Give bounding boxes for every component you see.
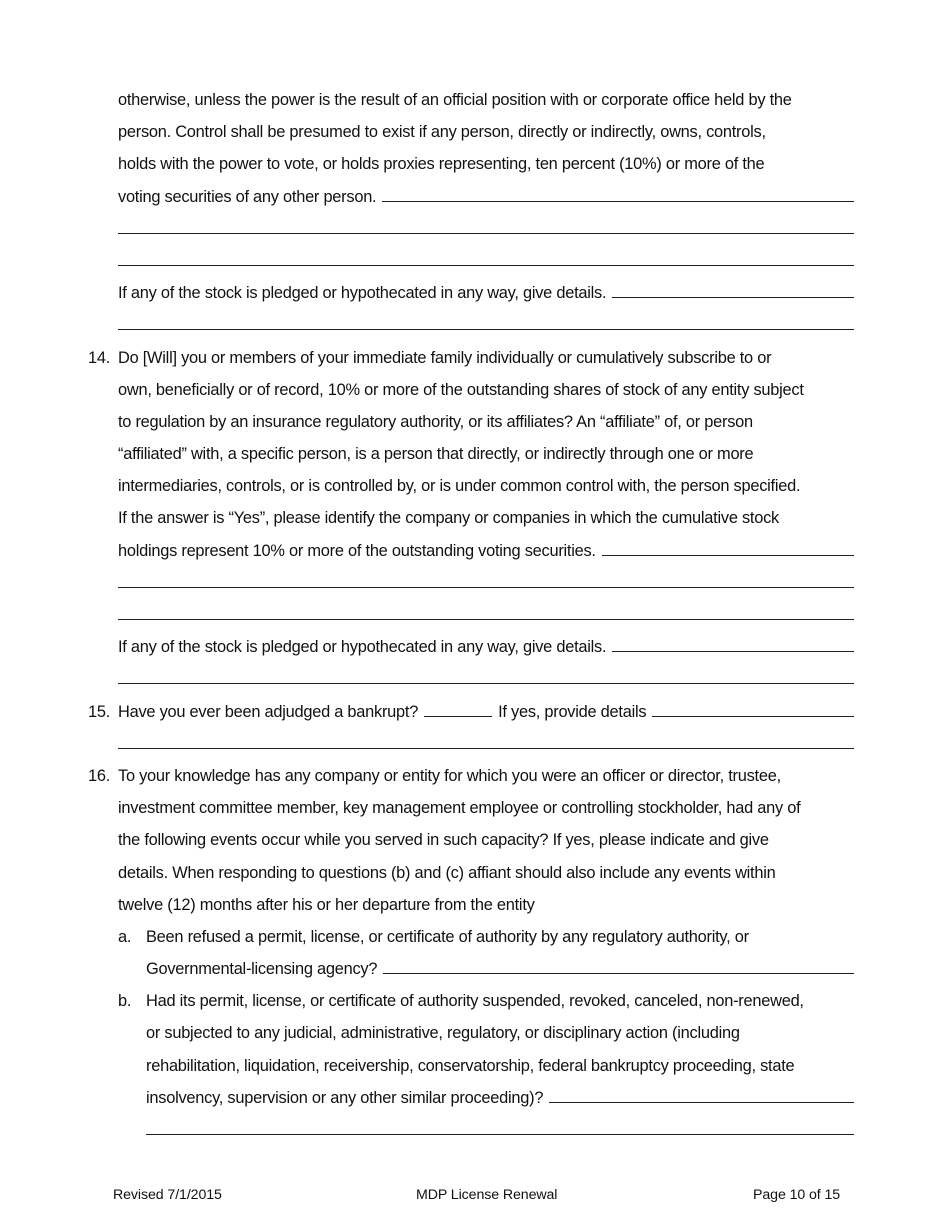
q14-pledged-field-2[interactable]	[118, 663, 854, 684]
text-line: rehabilitation, liquidation, receivership, conservatorship, federal bankruptcy proceeding, state	[146, 1056, 795, 1075]
text-line: person. Control shall be presumed to exist if any person, directly or indirectly, owns, controls,	[118, 123, 766, 142]
text-line: the following events occur while you served in such capacity? If yes, please indicate and give	[118, 831, 769, 850]
q16b-answer-field[interactable]	[549, 1082, 854, 1103]
q14-companies-field-3[interactable]	[118, 599, 854, 620]
text-line: voting securities of any other person.	[0, 181, 950, 213]
q16b-answer-field-2[interactable]	[146, 1114, 854, 1135]
bankrupt-details-field[interactable]	[652, 696, 854, 717]
blank-line	[0, 663, 950, 695]
question-16: 16. To your knowledge has any company or entity for which you were an officer or director, trustee,	[0, 760, 950, 792]
pledged-details-field[interactable]	[612, 277, 854, 298]
question-15: 15. Have you ever been adjudged a bankrupt? If yes, provide details	[0, 696, 950, 728]
blank-line	[0, 728, 950, 760]
sub-question-label: a.	[118, 927, 132, 946]
text-line: otherwise, unless the power is the result of an official position with or corporate office held by the	[118, 91, 792, 109]
question-number: 16.	[88, 766, 111, 785]
q14-companies-field[interactable]	[602, 535, 854, 556]
blank-line	[0, 567, 950, 599]
text-line: insolvency, supervision or any other similar proceeding)?	[0, 1082, 950, 1114]
text-line: to regulation by an insurance regulatory authority, or its affiliates? An “affiliate” of, or person	[118, 412, 753, 431]
text-line: own, beneficially or of record, 10% or more of the outstanding shares of stock of any entity subject	[118, 380, 804, 399]
bankrupt-answer-field[interactable]	[424, 696, 492, 717]
blank-line	[0, 245, 950, 277]
document-title: MDP License Renewal	[416, 1187, 558, 1203]
control-details-field-2[interactable]	[118, 213, 854, 234]
q14-companies-field-2[interactable]	[118, 567, 854, 588]
blank-line	[0, 1114, 950, 1146]
blank-line	[0, 309, 950, 341]
blank-line	[0, 599, 950, 631]
text-line: details. When responding to questions (b) and (c) affiant should also include any events within	[118, 863, 776, 882]
q16a-answer-field[interactable]	[383, 953, 854, 974]
text-line: holds with the power to vote, or holds proxies representing, ten percent (10%) or more of the	[118, 155, 765, 174]
text-line: twelve (12) months after his or her departure from the entity	[118, 895, 535, 914]
page-footer	[0, 1187, 950, 1209]
question-14: 14. Do [Will] you or members of your immediate family individually or cumulatively subscribe to or	[0, 342, 950, 374]
sub-question-a: a. Been refused a permit, license, or certificate of authority by any regulatory authority, or	[0, 921, 950, 953]
sub-question-label: b.	[118, 992, 132, 1011]
text-line: intermediaries, controls, or is controlled by, or is under common control with, the person specified.	[118, 477, 801, 496]
bankrupt-details-field-2[interactable]	[118, 728, 854, 749]
text-line: investment committee member, key management employee or controlling stockholder, had any of	[118, 799, 801, 818]
text-line: If any of the stock is pledged or hypothecated in any way, give details.	[0, 631, 950, 663]
blank-line	[0, 213, 950, 245]
question-number: 14.	[88, 348, 111, 367]
revised-date: Revised 7/1/2015	[113, 1187, 222, 1203]
text-line: If the answer is “Yes”, please identify the company or companies in which the cumulative stock	[118, 509, 779, 528]
sub-question-b: b. Had its permit, license, or certificate of authority suspended, revoked, canceled, non-renewed,	[0, 985, 950, 1017]
form-content	[0, 84, 950, 1146]
text-line: Governmental-licensing agency?	[0, 953, 950, 985]
pledged-details-field-2[interactable]	[118, 309, 854, 330]
question-number: 15.	[88, 702, 111, 721]
text-line: “affiliated” with, a specific person, is a person that directly, or indirectly through one or more	[118, 445, 754, 464]
control-details-field-3[interactable]	[118, 245, 854, 266]
text-line: If any of the stock is pledged or hypothecated in any way, give details.	[0, 277, 950, 309]
control-details-field[interactable]	[382, 181, 854, 202]
q14-pledged-field[interactable]	[612, 631, 854, 652]
text-line: or subjected to any judicial, administrative, regulatory, or disciplinary action (including	[146, 1024, 740, 1043]
text-line: holdings represent 10% or more of the outstanding voting securities.	[0, 535, 950, 567]
page-number: Page 10 of 15	[753, 1187, 841, 1203]
